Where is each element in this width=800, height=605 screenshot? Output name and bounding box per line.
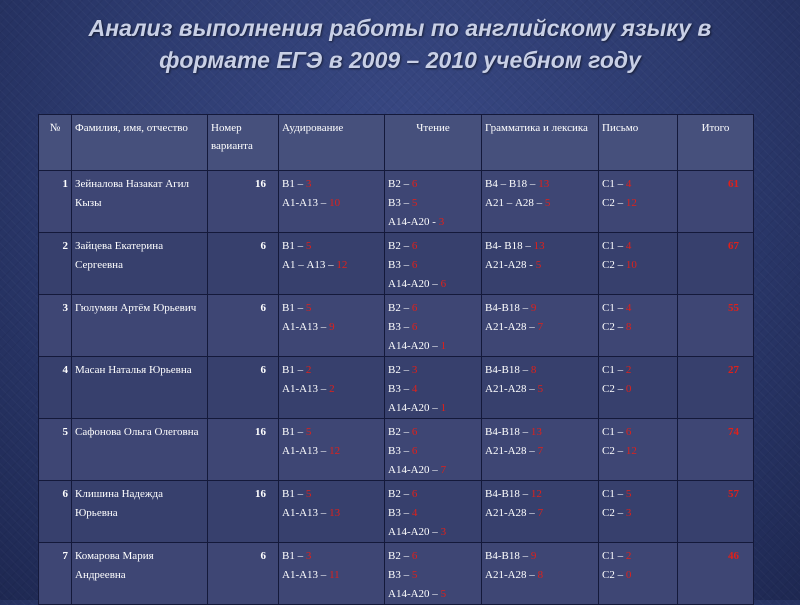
grammar-score: 5 <box>535 259 542 271</box>
grammar-cell <box>482 295 599 357</box>
listening-label: А1-А13 – <box>282 507 330 519</box>
grammar-line <box>485 380 595 399</box>
reading-line <box>388 299 478 318</box>
student-name: Сафонова Ольга Олеговна <box>72 419 208 481</box>
reading-line <box>388 423 478 442</box>
reading-line <box>388 275 478 294</box>
total-score: 57 <box>678 481 754 543</box>
student-name: Зайцева Екатерина Сергеевна <box>72 233 208 295</box>
table-row <box>39 171 754 233</box>
reading-score: 6 <box>440 278 447 290</box>
reading-line <box>388 504 478 523</box>
writing-label: С1 – <box>602 426 626 438</box>
header-reading: Чтение <box>385 115 482 171</box>
total-score: 27 <box>678 357 754 419</box>
row-number: 4 <box>39 357 72 419</box>
reading-score: 1 <box>440 340 447 352</box>
listening-label: В1 – <box>282 488 306 500</box>
reading-label: А14-А20 – <box>388 464 441 476</box>
reading-line <box>388 523 478 542</box>
reading-score: 6 <box>411 178 418 190</box>
listening-score: 2 <box>305 364 312 376</box>
writing-score: 12 <box>625 445 637 457</box>
listening-label: В1 – <box>282 240 306 252</box>
reading-label: В3 – <box>388 321 412 333</box>
listening-line <box>282 237 381 256</box>
listening-label: А1 – А13 – <box>282 259 337 271</box>
reading-label: В3 – <box>388 507 412 519</box>
row-number: 2 <box>39 233 72 295</box>
reading-score: 5 <box>411 569 418 581</box>
reading-score: 6 <box>411 259 418 271</box>
listening-line <box>282 547 381 566</box>
reading-line <box>388 194 478 213</box>
grammar-label: В4-В18 – <box>485 550 531 562</box>
total-score: 61 <box>678 171 754 233</box>
reading-label: А14-А20 – <box>388 402 441 414</box>
grammar-score: 8 <box>530 364 537 376</box>
row-number: 1 <box>39 171 72 233</box>
reading-score: 6 <box>411 302 418 314</box>
variant-number: 6 <box>208 357 279 419</box>
writing-score: 12 <box>625 197 637 209</box>
grammar-score: 7 <box>537 445 544 457</box>
reading-line <box>388 237 478 256</box>
reading-label: В2 – <box>388 240 412 252</box>
grammar-label: А21-А28 – <box>485 383 538 395</box>
listening-score: 5 <box>305 426 312 438</box>
variant-number: 6 <box>208 543 279 605</box>
listening-score: 13 <box>329 507 341 519</box>
table-row <box>39 419 754 481</box>
grammar-score: 9 <box>530 302 537 314</box>
reading-line <box>388 361 478 380</box>
writing-label: С1 – <box>602 302 626 314</box>
listening-line <box>282 485 381 504</box>
reading-cell <box>385 357 482 419</box>
grammar-cell <box>482 357 599 419</box>
listening-line <box>282 442 381 461</box>
listening-label: В1 – <box>282 364 306 376</box>
writing-score: 8 <box>625 321 632 333</box>
reading-score: 6 <box>411 240 418 252</box>
grammar-line <box>485 485 595 504</box>
grammar-line <box>485 194 595 213</box>
row-number: 3 <box>39 295 72 357</box>
reading-label: В2 – <box>388 178 412 190</box>
reading-cell <box>385 419 482 481</box>
listening-cell <box>279 357 385 419</box>
grammar-score: 13 <box>530 426 542 438</box>
listening-line <box>282 175 381 194</box>
grammar-score: 7 <box>537 321 544 333</box>
listening-label: А1-А13 – <box>282 197 330 209</box>
reading-score: 3 <box>438 216 445 228</box>
writing-line <box>602 566 674 585</box>
reading-score: 5 <box>440 588 447 600</box>
reading-score: 6 <box>411 488 418 500</box>
writing-label: С2 – <box>602 259 626 271</box>
student-name: Гюлумян Артём Юрьевич <box>72 295 208 357</box>
grammar-score: 7 <box>537 507 544 519</box>
listening-cell <box>279 481 385 543</box>
grammar-line <box>485 442 595 461</box>
reading-score: 1 <box>440 402 447 414</box>
reading-line <box>388 547 478 566</box>
writing-line <box>602 423 674 442</box>
total-score: 74 <box>678 419 754 481</box>
writing-line <box>602 318 674 337</box>
writing-label: С1 – <box>602 488 626 500</box>
writing-score: 6 <box>625 426 632 438</box>
reading-label: В3 – <box>388 383 412 395</box>
writing-label: С2 – <box>602 569 626 581</box>
grammar-label: В4- В18 – <box>485 240 534 252</box>
reading-line <box>388 442 478 461</box>
reading-score: 5 <box>411 197 418 209</box>
writing-score: 2 <box>625 550 632 562</box>
writing-line <box>602 194 674 213</box>
writing-cell <box>599 419 678 481</box>
writing-label: С2 – <box>602 321 626 333</box>
table-row <box>39 357 754 419</box>
variant-number: 6 <box>208 233 279 295</box>
reading-score: 4 <box>411 507 418 519</box>
student-name: Клишина Надежда Юрьевна <box>72 481 208 543</box>
grammar-label: А21-А28 - <box>485 259 536 271</box>
reading-label: А14-А20 – <box>388 588 441 600</box>
listening-score: 12 <box>336 259 348 271</box>
reading-line <box>388 399 478 418</box>
reading-label: В3 – <box>388 445 412 457</box>
listening-score: 2 <box>329 383 335 395</box>
listening-cell <box>279 419 385 481</box>
grammar-line <box>485 566 595 585</box>
header-total: Итого <box>678 115 754 171</box>
row-number: 5 <box>39 419 72 481</box>
header-variant: Номер варианта <box>208 115 279 171</box>
table-row <box>39 481 754 543</box>
listening-label: А1-А13 – <box>282 321 330 333</box>
reading-label: В2 – <box>388 302 412 314</box>
reading-line <box>388 318 478 337</box>
reading-score: 6 <box>411 550 418 562</box>
listening-line <box>282 566 381 585</box>
writing-cell <box>599 543 678 605</box>
writing-line <box>602 547 674 566</box>
listening-score: 5 <box>305 302 312 314</box>
listening-line <box>282 423 381 442</box>
table-body <box>39 171 754 605</box>
writing-cell <box>599 357 678 419</box>
table-row <box>39 233 754 295</box>
writing-label: С2 – <box>602 445 626 457</box>
header-number: № <box>39 115 72 171</box>
listening-label: В1 – <box>282 302 306 314</box>
grammar-cell <box>482 481 599 543</box>
reading-label: А14-А20 – <box>388 278 441 290</box>
listening-label: А1-А13 – <box>282 383 330 395</box>
grammar-score: 5 <box>544 197 551 209</box>
grammar-label: В4-В18 – <box>485 364 531 376</box>
student-name: Масан Наталья Юрьевна <box>72 357 208 419</box>
reading-score: 3 <box>411 364 418 376</box>
grammar-score: 5 <box>537 383 544 395</box>
writing-label: С1 – <box>602 178 626 190</box>
grammar-cell <box>482 171 599 233</box>
writing-line <box>602 256 674 275</box>
grammar-score: 13 <box>538 178 550 190</box>
reading-line <box>388 213 478 232</box>
reading-label: В2 – <box>388 364 412 376</box>
grammar-label: А21-А28 – <box>485 569 538 581</box>
writing-score: 3 <box>625 507 632 519</box>
writing-label: С1 – <box>602 240 626 252</box>
grammar-line <box>485 361 595 380</box>
header-name: Фамилия, имя, отчество <box>72 115 208 171</box>
listening-line <box>282 318 381 337</box>
row-number: 7 <box>39 543 72 605</box>
total-score: 46 <box>678 543 754 605</box>
writing-line <box>602 504 674 523</box>
listening-label: В1 – <box>282 550 306 562</box>
listening-score: 11 <box>329 569 340 581</box>
writing-line <box>602 485 674 504</box>
writing-cell <box>599 295 678 357</box>
writing-label: С2 – <box>602 507 626 519</box>
writing-cell <box>599 233 678 295</box>
grammar-label: В4 – В18 – <box>485 178 539 190</box>
listening-label: В1 – <box>282 426 306 438</box>
grammar-label: В4-В18 – <box>485 302 531 314</box>
writing-score: 4 <box>625 240 632 252</box>
header-writing: Письмо <box>599 115 678 171</box>
reading-score: 4 <box>411 383 418 395</box>
grammar-line <box>485 423 595 442</box>
grammar-line <box>485 256 595 275</box>
listening-line <box>282 504 381 523</box>
total-score: 55 <box>678 295 754 357</box>
header-grammar: Грамматика и лексика <box>482 115 599 171</box>
reading-line <box>388 175 478 194</box>
reading-score: 6 <box>411 426 418 438</box>
grammar-score: 8 <box>537 569 544 581</box>
header-row <box>39 115 754 171</box>
reading-score: 6 <box>411 445 418 457</box>
total-score: 67 <box>678 233 754 295</box>
grammar-cell <box>482 233 599 295</box>
listening-line <box>282 256 381 275</box>
reading-cell <box>385 171 482 233</box>
grammar-cell <box>482 419 599 481</box>
grammar-line <box>485 504 595 523</box>
reading-score: 3 <box>440 526 447 538</box>
reading-score: 7 <box>440 464 447 476</box>
writing-cell <box>599 481 678 543</box>
reading-label: А14-А20 – <box>388 340 441 352</box>
reading-label: А14-А20 – <box>388 526 441 538</box>
writing-score: 2 <box>625 364 632 376</box>
row-number: 6 <box>39 481 72 543</box>
reading-score: 6 <box>411 321 418 333</box>
reading-label: В2 – <box>388 488 412 500</box>
writing-score: 4 <box>625 178 632 190</box>
writing-line <box>602 237 674 256</box>
reading-label: В2 – <box>388 426 412 438</box>
header-listening: Аудирование <box>279 115 385 171</box>
reading-line <box>388 256 478 275</box>
writing-line <box>602 175 674 194</box>
listening-line <box>282 299 381 318</box>
listening-score: 9 <box>329 321 335 333</box>
grammar-label: А21 – А28 – <box>485 197 545 209</box>
listening-cell <box>279 543 385 605</box>
grammar-line <box>485 175 595 194</box>
writing-line <box>602 380 674 399</box>
reading-line <box>388 461 478 480</box>
writing-score: 4 <box>625 302 632 314</box>
grammar-score: 9 <box>530 550 537 562</box>
grammar-label: В4-В18 – <box>485 426 531 438</box>
reading-line <box>388 380 478 399</box>
writing-line <box>602 442 674 461</box>
grammar-line <box>485 547 595 566</box>
listening-line <box>282 380 381 399</box>
listening-cell <box>279 295 385 357</box>
title-line-1: Анализ выполнения работы по английскому языку в <box>88 15 712 41</box>
grammar-label: А21-А28 – <box>485 321 538 333</box>
writing-label: С1 – <box>602 364 626 376</box>
grammar-line <box>485 318 595 337</box>
title-line-2: формате ЕГЭ в 2009 – 2010 учебном году <box>159 47 641 73</box>
writing-score: 5 <box>625 488 632 500</box>
variant-number: 16 <box>208 419 279 481</box>
listening-label: А1-А13 – <box>282 445 330 457</box>
grammar-line <box>485 299 595 318</box>
listening-cell <box>279 233 385 295</box>
reading-cell <box>385 233 482 295</box>
reading-line <box>388 485 478 504</box>
writing-cell <box>599 171 678 233</box>
listening-cell <box>279 171 385 233</box>
reading-label: В3 – <box>388 569 412 581</box>
reading-cell <box>385 481 482 543</box>
reading-cell <box>385 295 482 357</box>
table-row <box>39 543 754 605</box>
grammar-label: В4-В18 – <box>485 488 531 500</box>
listening-line <box>282 361 381 380</box>
reading-cell <box>385 543 482 605</box>
variant-number: 16 <box>208 481 279 543</box>
listening-score: 5 <box>305 488 312 500</box>
reading-line <box>388 585 478 604</box>
listening-score: 10 <box>329 197 341 209</box>
student-name: Зейналова Назакат Агил Кызы <box>72 171 208 233</box>
writing-score: 0 <box>625 569 632 581</box>
reading-label: А14-А20 - <box>388 216 439 228</box>
table-row <box>39 295 754 357</box>
listening-score: 3 <box>305 178 312 190</box>
writing-label: С1 – <box>602 550 626 562</box>
listening-score: 5 <box>305 240 312 252</box>
writing-label: С2 – <box>602 197 626 209</box>
slide-title <box>0 12 800 76</box>
writing-line <box>602 299 674 318</box>
writing-line <box>602 361 674 380</box>
reading-line <box>388 337 478 356</box>
variant-number: 16 <box>208 171 279 233</box>
listening-score: 3 <box>305 550 312 562</box>
grammar-label: А21-А28 – <box>485 507 538 519</box>
reading-line <box>388 566 478 585</box>
listening-line <box>282 194 381 213</box>
reading-label: В3 – <box>388 259 412 271</box>
grammar-line <box>485 237 595 256</box>
grammar-score: 13 <box>533 240 545 252</box>
reading-label: В2 – <box>388 550 412 562</box>
listening-score: 12 <box>329 445 341 457</box>
variant-number: 6 <box>208 295 279 357</box>
listening-label: В1 – <box>282 178 306 190</box>
grammar-label: А21-А28 – <box>485 445 538 457</box>
writing-score: 10 <box>625 259 637 271</box>
listening-label: А1-А13 – <box>282 569 330 581</box>
grammar-cell <box>482 543 599 605</box>
writing-label: С2 – <box>602 383 626 395</box>
student-name: Комарова Мария Андреевна <box>72 543 208 605</box>
writing-score: 0 <box>625 383 632 395</box>
results-table <box>38 114 754 605</box>
grammar-score: 12 <box>530 488 542 500</box>
reading-label: В3 – <box>388 197 412 209</box>
